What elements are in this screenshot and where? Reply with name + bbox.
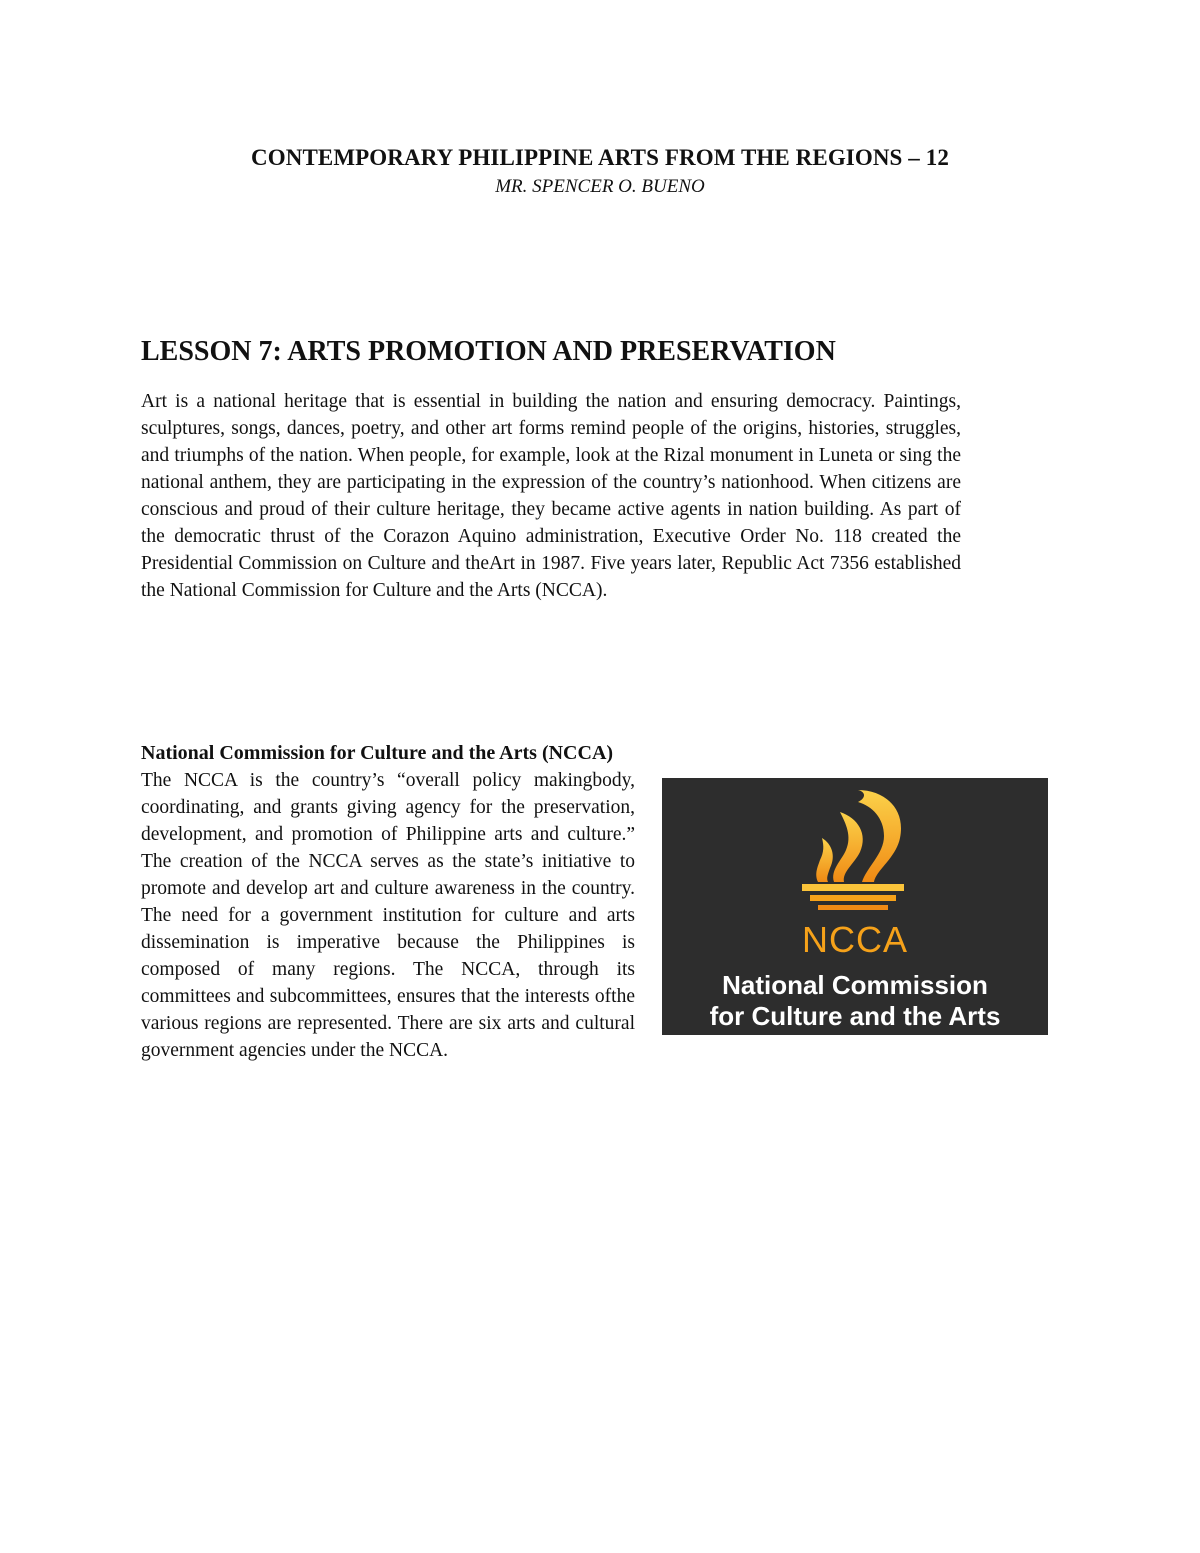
logo-fullname: [662, 970, 1048, 1032]
document-header: [0, 143, 1200, 199]
course-title: CONTEMPORARY PHILIPPINE ARTS FROM THE REGIONS – 12: [251, 145, 949, 170]
logo-acronym: NCCA: [801, 919, 908, 960]
logo-name-line2: for Culture and the Arts: [709, 1001, 1001, 1031]
ncca-logo: [662, 778, 1048, 1035]
ncca-section-heading: National Commission for Culture and the Arts (NCCA): [141, 742, 614, 764]
ncca-section-body: The NCCA is the country’s “overall policy makingbody, coordinating, and grants giving agency for the preservation, development, and promotion of Philippine arts and culture.” The creation of the NCCA serves as the state’s initiative to promote and develop art and culture awareness in the country. The need for a government institution for culture and arts dissemination is imperative because the Philippines is composed of many regions. The NCCA, through its committees and subcommittees, ensures that the interests ofthe various regions are represented. There are six arts and cultural government agencies under the NCCA.: [141, 770, 635, 1061]
intro-paragraph: Art is a national heritage that is essential in building the nation and ensuring democracy. Paintings, sculptures, songs, dances, poetry, and other art forms remind people of the origins, histories, struggles, and triumphs of the nation. When people, for example, look at the Rizal monument in Luneta or sing the national anthem, they are participating in the expression of the country’s nationhood. When citizens are conscious and proud of their culture heritage, they became active agents in nation building. As part of the democratic thrust of the Corazon Aquino administration, Executive Order No. 118 created the Presidential Commission on Culture and theArt in 1987. Five years later, Republic Act 7356 established the National Commission for Culture and the Arts (NCCA).: [141, 391, 961, 601]
lesson-title: LESSON 7: ARTS PROMOTION AND PRESERVATION: [141, 336, 836, 367]
teacher-name: MR. SPENCER O. BUENO: [495, 176, 705, 197]
torch-flame-icon: [662, 778, 1048, 918]
logo-name-line1: National Commission: [722, 970, 988, 1000]
